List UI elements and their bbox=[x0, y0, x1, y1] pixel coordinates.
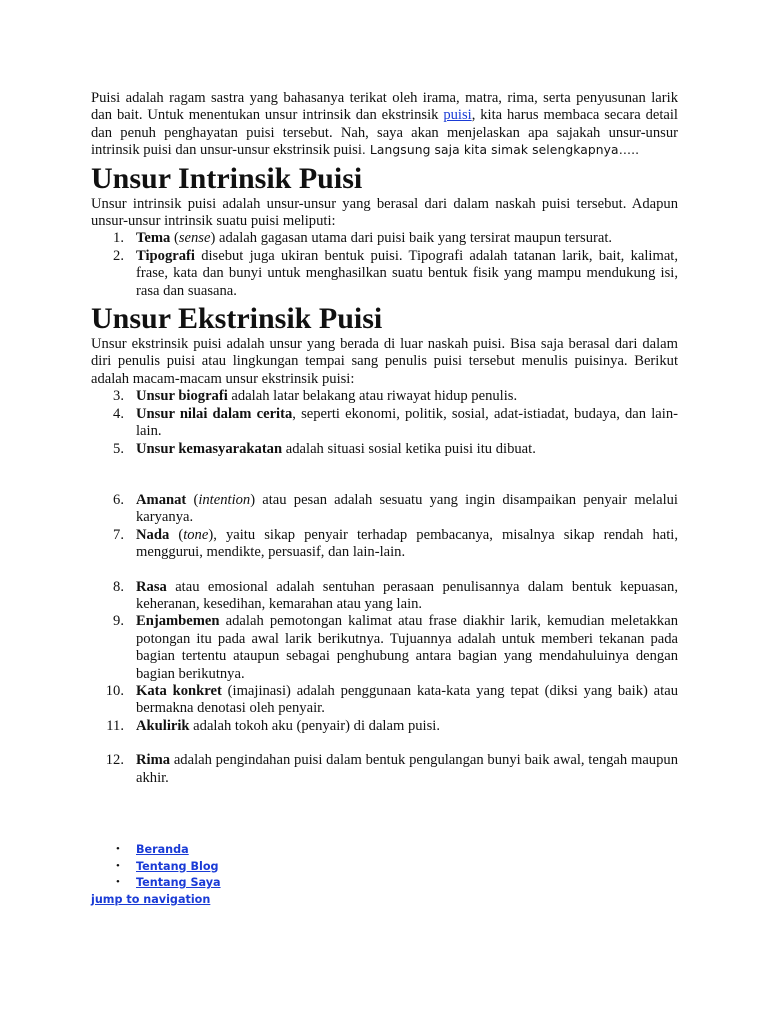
list-number: 12. bbox=[105, 752, 124, 769]
more-list-2 bbox=[91, 579, 678, 736]
list-text: adalah pemotongan kalimat atau frase diakhir larik, kemudian meletakkan potongan itu pada awal larik berikutnya. Tujuannya adalah untuk memberi tekanan pada bagian tertentu ataupun sebagai penghubung antara bagian yang mendahuluinya dengan bagian berikutnya. bbox=[136, 613, 678, 682]
list-text: (imajinasi) adalah penggunaan kata-kata yang tepat (diksi yang baik) atau bermakna denotasi oleh penyair. bbox=[136, 682, 678, 717]
list-item bbox=[91, 527, 678, 562]
list-term: Rasa bbox=[136, 578, 167, 595]
list-item bbox=[91, 441, 678, 458]
list-number: 4. bbox=[113, 405, 124, 422]
list-italic: sense bbox=[178, 230, 211, 247]
list-number: 2. bbox=[113, 247, 124, 264]
list-text: adalah tokoh aku (penyair) di dalam puisi. bbox=[189, 717, 440, 734]
list-term: Unsur biografi bbox=[136, 388, 228, 405]
heading-intrinsik: Unsur Intrinsik Puisi bbox=[91, 161, 363, 195]
list-number: 7. bbox=[113, 526, 124, 543]
list-text: adalah situasi sosial ketika puisi itu dibuat. bbox=[282, 440, 536, 457]
list-term: Nada bbox=[136, 526, 170, 543]
nav-item-tentang-blog bbox=[91, 858, 678, 875]
list-text: adalah latar belakang atau riwayat hidup penulis. bbox=[227, 388, 518, 405]
nav-list bbox=[91, 841, 678, 891]
list-item bbox=[91, 613, 678, 683]
spacer bbox=[91, 562, 678, 579]
list-term: Unsur nilai dalam cerita bbox=[136, 405, 293, 422]
spacer bbox=[91, 735, 678, 752]
intro-paragraph bbox=[91, 90, 678, 160]
intro-text-a: Puisi adalah ragam sastra yang bahasanya terikat oleh irama, matra, rima, serta penyusunan larik dan bait. Untuk menentukan unsur intrinsik dan ekstrinsik bbox=[91, 90, 678, 124]
more-list-3 bbox=[91, 752, 678, 787]
ekstrinsik-paragraph: Unsur ekstrinsik puisi adalah unsur yang berada di luar naskah puisi. Bisa saja berasal dari dalam diri penulis puisi atau lingkungan tempai sang penulis puisi tersebut menulis puisinya. Berikut adalah macam-macam unsur ekstrinsik puisi: bbox=[91, 336, 678, 387]
bullet-icon: • bbox=[116, 859, 120, 872]
list-text: atau pesan adalah sesuatu yang ingin disampaikan penyair melalui karyanya. bbox=[136, 491, 678, 526]
list-term: Tipografi bbox=[136, 247, 195, 264]
list-number: 3. bbox=[113, 388, 124, 405]
nav-item-beranda bbox=[91, 841, 678, 858]
list-text: , yaitu sikap penyair terhadap pembacanya, misalnya sikap rendah hati, menggurui, mendikte, persuasif, dan lain-lain. bbox=[136, 526, 678, 561]
paren-close: ) bbox=[250, 491, 256, 508]
list-item bbox=[91, 718, 678, 735]
list-term: Rima bbox=[136, 752, 171, 769]
list-item bbox=[91, 406, 678, 441]
nav-link-beranda[interactable]: Beranda bbox=[136, 843, 189, 856]
nav-link-tentang-blog[interactable]: Tentang Blog bbox=[136, 859, 219, 873]
intrinsik-list bbox=[91, 230, 678, 300]
nav-item-tentang-saya bbox=[91, 874, 678, 891]
list-item bbox=[91, 683, 678, 718]
intrinsik-paragraph: Unsur intrinsik puisi adalah unsur-unsur yang berasal dari dalam naskah puisi tersebut. Adapun unsur-unsur intrinsik suatu puisi meliputi: bbox=[91, 195, 678, 230]
paren-open: ( bbox=[169, 526, 184, 543]
list-term: Enjambemen bbox=[136, 613, 220, 630]
paren-open: ( bbox=[170, 230, 179, 247]
list-italic: tone bbox=[183, 526, 209, 543]
list-item bbox=[91, 388, 678, 405]
ekstrinsik-list bbox=[91, 388, 678, 458]
list-item bbox=[91, 248, 678, 300]
list-number: 6. bbox=[113, 491, 124, 508]
list-term: Tema bbox=[136, 230, 171, 247]
list-italic: intention bbox=[198, 491, 251, 508]
list-number: 1. bbox=[113, 230, 124, 247]
spacer bbox=[91, 787, 678, 841]
list-text: adalah pengindahan puisi dalam bentuk pengulangan bunyi baik awal, tengah maupun akhir. bbox=[136, 752, 678, 786]
list-number: 11. bbox=[106, 717, 124, 734]
paren-close: ) bbox=[208, 526, 214, 543]
list-text: disebut juga ukiran bentuk puisi. Tipografi adalah tatanan larik, bait, kalimat, frase, kata dan bunyi untuk menghasilkan suatu bentuk fisik yang mampu mendukung isi, rasa dan suasana. bbox=[136, 247, 678, 299]
list-number: 8. bbox=[113, 578, 124, 595]
list-term: Amanat bbox=[136, 491, 187, 508]
bullet-icon: • bbox=[116, 876, 120, 888]
more-list bbox=[91, 492, 678, 562]
list-term: Unsur kemasyarakatan bbox=[136, 440, 283, 457]
intro-tail: . Langsung saja kita simak selengkapnya….. bbox=[361, 143, 640, 158]
spacer bbox=[91, 458, 678, 475]
list-number: 10. bbox=[105, 682, 124, 699]
list-item bbox=[91, 752, 678, 787]
paren-open: ( bbox=[186, 491, 199, 508]
list-text: , seperti ekonomi, politik, sosial, adat-istiadat, budaya, dan lain-lain. bbox=[136, 405, 678, 440]
spacer bbox=[91, 475, 678, 492]
intro-text-b: , kita harus membaca secara detail dan penuh penghayatan puisi tersebut. Nah, saya akan menjelaskan apa sajakah unsur-unsur intrinsik puisi dan unsur-unsur ekstrinsik puisi bbox=[91, 107, 678, 159]
puisi-link[interactable]: puisi bbox=[443, 107, 472, 124]
jump-to-navigation-link[interactable]: jump to navigation bbox=[91, 892, 211, 906]
heading-ekstrinsik: Unsur Ekstrinsik Puisi bbox=[91, 302, 383, 336]
list-term: Kata konkret bbox=[136, 682, 222, 699]
list-item bbox=[91, 492, 678, 527]
list-number: 9. bbox=[113, 613, 124, 630]
list-term: Akulirik bbox=[136, 717, 190, 734]
bullet-icon: • bbox=[116, 843, 120, 855]
list-item bbox=[91, 230, 678, 247]
list-text: atau emosional adalah sentuhan perasaan penulisannya dalam bentuk kepuasan, keheranan, kesedihan, kemarahan atau yang lain. bbox=[136, 578, 678, 612]
list-number: 5. bbox=[113, 440, 124, 457]
nav-link-tentang-saya[interactable]: Tentang Saya bbox=[136, 876, 221, 889]
list-text: adalah gagasan utama dari puisi baik yang tersirat maupun tersurat. bbox=[215, 230, 613, 247]
list-item bbox=[91, 579, 678, 614]
paren-close: ) bbox=[210, 230, 216, 247]
